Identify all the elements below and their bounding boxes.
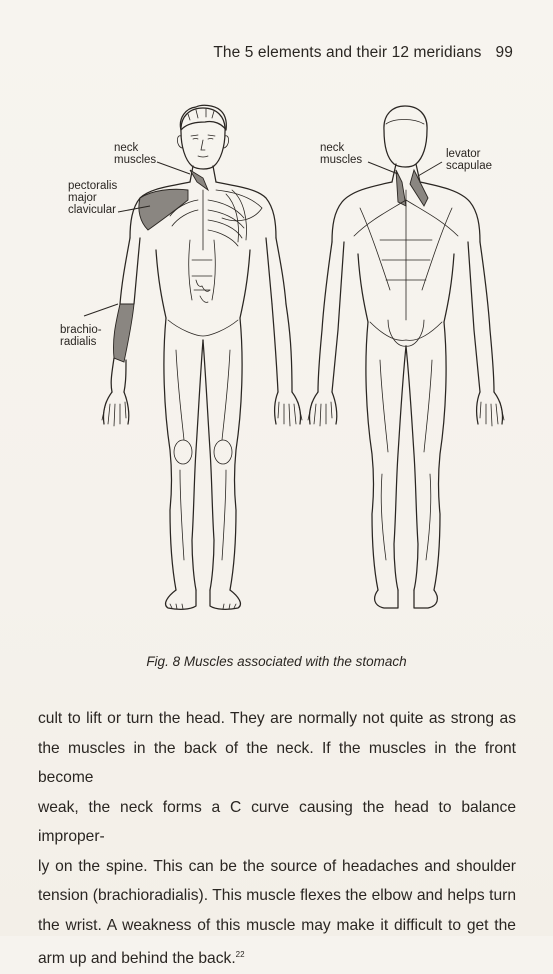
label-line: muscles [320, 154, 363, 166]
label-front-neck-muscles [114, 142, 156, 166]
running-header-title: The 5 elements and their 12 meridians [213, 44, 482, 61]
label-line: radialis [60, 336, 97, 348]
label-pectoralis [68, 180, 117, 216]
text-line: weak, the neck forms a C curve causing the head to balance improper- [38, 798, 516, 845]
page-number: 99 [495, 44, 513, 61]
label-line: scapulae [446, 160, 493, 172]
text-line: ly on the spine. This can be the source of headaches and shoulder [38, 857, 516, 875]
label-brachioradialis [60, 324, 102, 348]
label-line: neck [114, 142, 139, 154]
text-line: cult to lift or turn the head. They are normally not quite as strong as [38, 710, 516, 727]
label-line: levator [446, 148, 481, 160]
text-line: tension (brachioradialis). This muscle flexes the elbow and helps turn [38, 887, 516, 904]
text-line: the muscles in the back of the neck. If the muscles in the front become [38, 739, 516, 786]
figure-caption: Fig. 8 Muscles associated with the stomach [146, 654, 407, 669]
label-levator-scapulae [446, 148, 492, 172]
label-line: pectoralis [68, 180, 118, 192]
body-paragraph [38, 704, 516, 974]
back-figure [308, 106, 504, 608]
label-back-neck-muscles [320, 142, 362, 166]
text-line-last [38, 940, 516, 974]
footnote-reference[interactable]: 22 [235, 950, 245, 959]
label-line: neck [320, 142, 345, 154]
label-line: clavicular [68, 204, 116, 216]
running-header [213, 44, 513, 62]
anatomy-figure [0, 90, 553, 630]
text-line: the wrist. A weakness of this muscle may make it difficult to get the [38, 916, 516, 934]
label-line: muscles [114, 154, 157, 166]
label-line: major [68, 192, 97, 204]
text-line: arm up and behind the back. [38, 950, 236, 967]
label-line: brachio- [60, 324, 102, 336]
